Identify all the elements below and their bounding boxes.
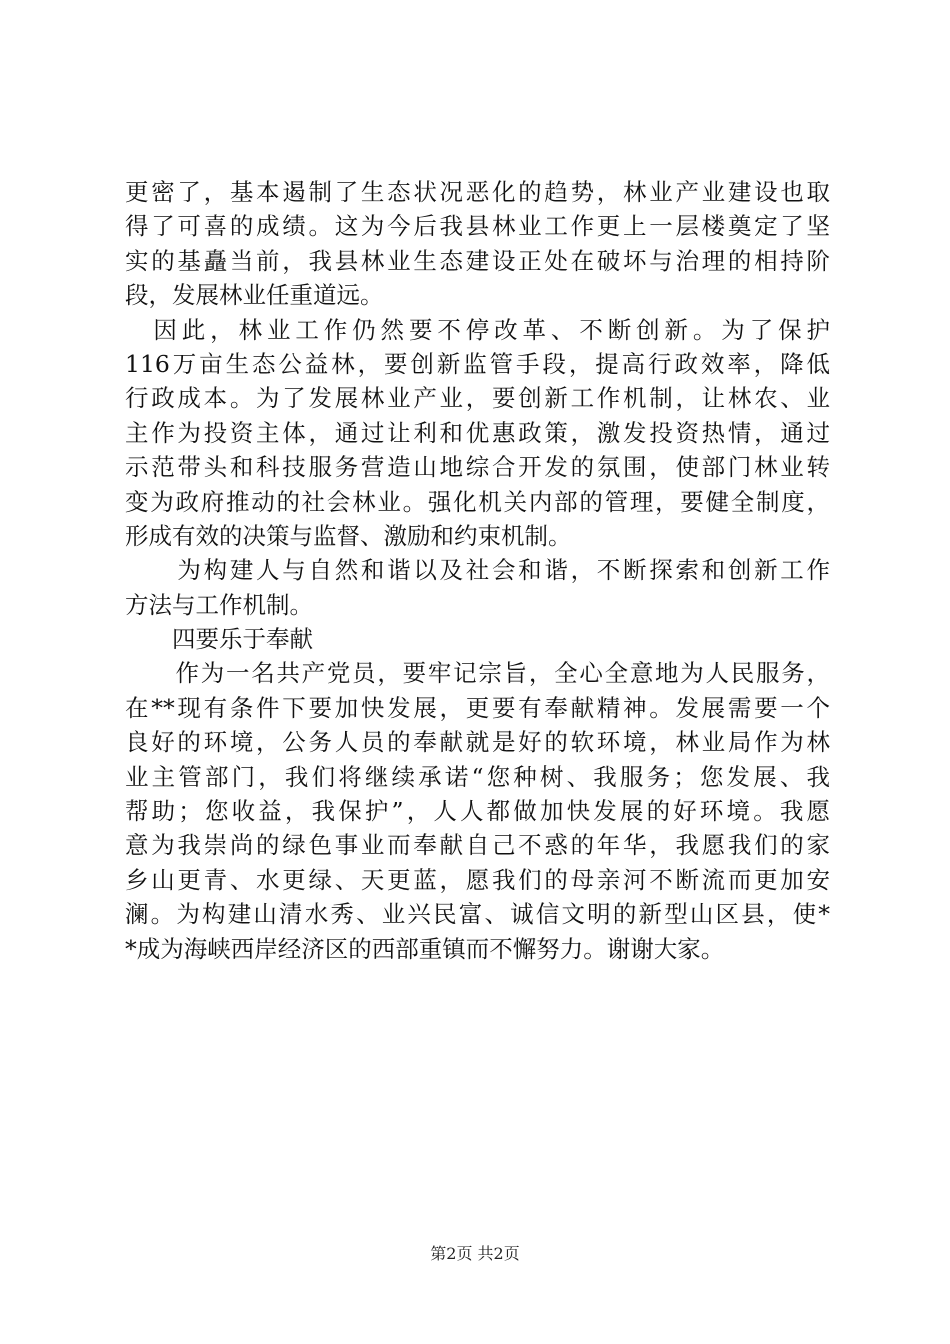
- page-footer: 第2页 共2页: [430, 1244, 520, 1263]
- document-body: [125, 175, 830, 966]
- text-line: 业主管部门，我们将继续承诺“您种树、我服务；您发展、我: [125, 762, 830, 791]
- text-line: 段，发展林业任重道远。: [125, 281, 384, 310]
- text-line: 得了可喜的成绩。这为今后我县林业工作更上一层楼奠定了坚: [125, 212, 830, 241]
- text-line: 116万亩生态公益林，要创新监管手段，提高行政效率，降低: [125, 349, 830, 378]
- text-line: 乡山更青、水更绿、天更蓝，愿我们的母亲河不断流而更加安: [125, 865, 830, 894]
- text-line: 良好的环境，公务人员的奉献就是好的软环境，林业局作为林: [125, 728, 830, 757]
- text-line: 更密了，基本遏制了生态状况恶化的趋势，林业产业建设也取: [125, 178, 830, 206]
- text-line: 意为我崇尚的绿色事业而奉献自己不惑的年华，我愿我们的家: [125, 831, 830, 860]
- text-line: 示范带头和科技服务营造山地综合开发的氛围，使部门林业转: [125, 453, 830, 482]
- text-line: 行政成本。为了发展林业产业，要创新工作机制，让林农、业: [125, 384, 830, 413]
- text-line: *成为海峡西岸经济区的西部重镇而不懈努力。谢谢大家。: [125, 934, 725, 963]
- text-line: 在**现有条件下要加快发展，更要有奉献精神。发展需要一个: [125, 693, 830, 722]
- text-line: 方法与工作机制。: [125, 590, 313, 619]
- text-line: 澜。为构建山清水秀、业兴民富、诚信文明的新型山区县，使*: [125, 900, 830, 929]
- section-heading: 四要乐于奉献: [125, 625, 313, 654]
- text-line: 帮助；您收益，我保护”，人人都做加快发展的好环境。我愿: [125, 797, 830, 826]
- text-line: 作为一名共产党员，要牢记宗旨，全心全意地为人民服务，: [125, 659, 830, 688]
- text-line: 因此，林业工作仍然要不停改革、不断创新。为了保护: [125, 315, 830, 344]
- text-line: 实的基矗当前，我县林业生态建设正处在破坏与治理的相持阶: [125, 246, 830, 275]
- text-line: 变为政府推动的社会林业。强化机关内部的管理，要健全制度，: [125, 487, 830, 516]
- text-line: 主作为投资主体，通过让利和优惠政策，激发投资热情，通过: [125, 418, 830, 447]
- text-line: 形成有效的决策与监督、激励和约束机制。: [125, 521, 572, 550]
- text-line: 为构建人与自然和谐以及社会和谐，不断探索和创新工作: [125, 556, 830, 585]
